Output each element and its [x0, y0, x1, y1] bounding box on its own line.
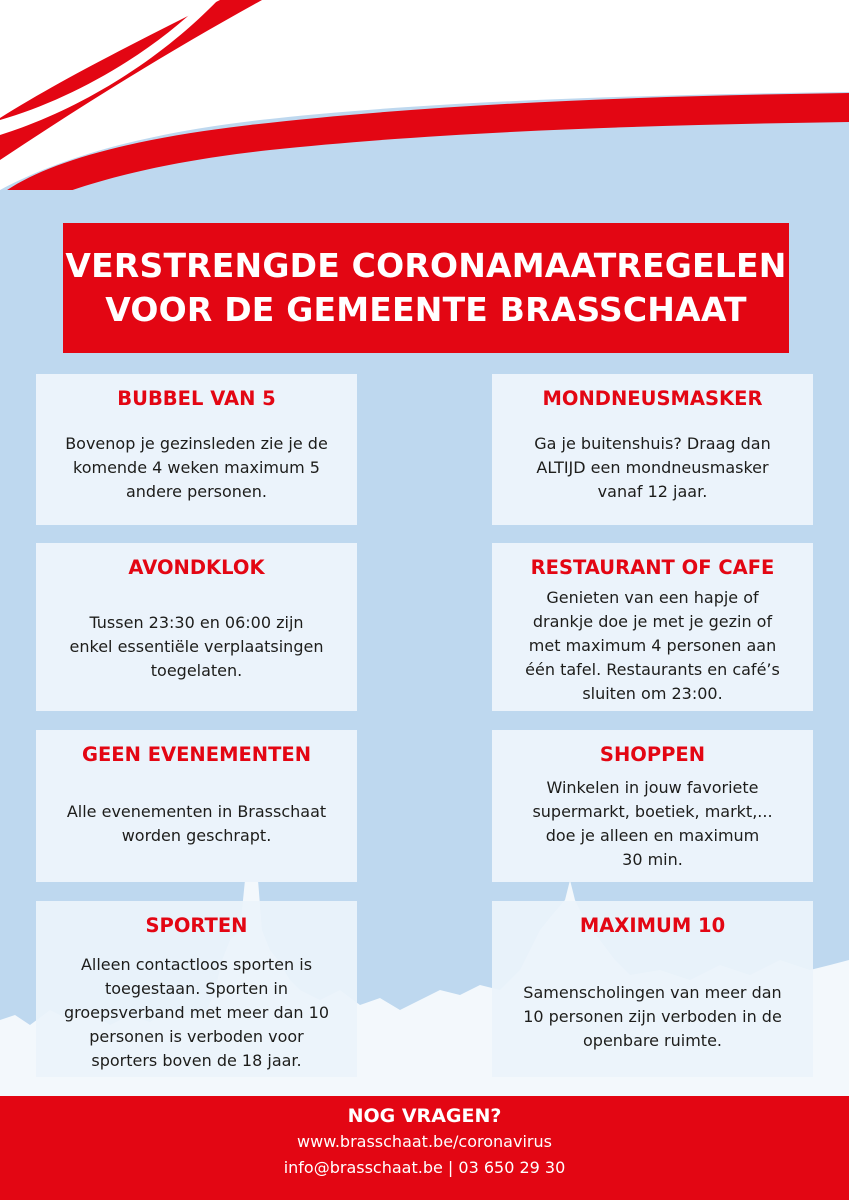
- card-body: Genieten van een hapje of drankje doe je met je gezin of met maximum 4 personen aan één tafel. Restaurants en café’s sluiten om 23:00.: [525, 588, 780, 703]
- card-title: RESTAURANT OF CAFE: [530, 556, 775, 579]
- card-body: Winkelen in jouw favoriete supermarkt, boetiek, markt,... doe je alleen en maximum 30 min.: [532, 778, 773, 869]
- card-title: SPORTEN: [145, 914, 248, 937]
- card-body: Samenscholingen van meer dan 10 personen zijn verboden in de openbare ruimte.: [523, 983, 782, 1050]
- card-body: Bovenop je gezinsleden zie je de komende 4 weken maximum 5 andere personen.: [65, 434, 328, 501]
- card-title: MAXIMUM 10: [579, 914, 726, 937]
- card-sporten: [36, 901, 357, 1077]
- card-title: AVONDKLOK: [128, 556, 265, 579]
- card-avondklok: [36, 543, 357, 711]
- email-link[interactable]: info@brasschaat.be: [283, 1158, 443, 1177]
- card-title: SHOPPEN: [599, 743, 706, 766]
- card-restaurant: [492, 543, 813, 711]
- card-maximum: [492, 901, 813, 1077]
- footer-separator: |: [447, 1158, 454, 1177]
- title-line-1: VERSTRENGDE CORONAMAATREGELEN: [65, 246, 787, 285]
- card-title: BUBBEL VAN 5: [117, 387, 276, 410]
- footer-heading: NOG VRAGEN?: [347, 1105, 502, 1127]
- card-bubbel: [36, 374, 357, 525]
- phone-number[interactable]: 03 650 29 30: [458, 1158, 566, 1177]
- card-evenementen: [36, 730, 357, 882]
- card-shoppen: [492, 730, 813, 882]
- card-body: Ga je buitenshuis? Draag dan ALTIJD een mondneusmasker vanaf 12 jaar.: [534, 434, 771, 501]
- page-title: [63, 223, 789, 353]
- contact-footer: [0, 1096, 849, 1200]
- website-link[interactable]: www.brasschaat.be/coronavirus: [297, 1132, 552, 1151]
- card-title: MONDNEUSMASKER: [542, 387, 763, 410]
- card-body: Alleen contactloos sporten is toegestaan. Sporten in groepsverband met meer dan 10 personen is verboden voor sporters boven de 18 jaar.: [63, 955, 329, 1070]
- card-body: Alle evenementen in Brasschaat worden geschrapt.: [66, 802, 327, 845]
- card-mondneusmasker: [492, 374, 813, 525]
- card-title: GEEN EVENEMENTEN: [81, 743, 312, 766]
- card-body: Tussen 23:30 en 06:00 zijn enkel essentiële verplaatsingen toegelaten.: [69, 613, 324, 680]
- title-line-2: VOOR DE GEMEENTE BRASSCHAAT: [105, 290, 747, 329]
- ribbon-decoration: [0, 0, 849, 190]
